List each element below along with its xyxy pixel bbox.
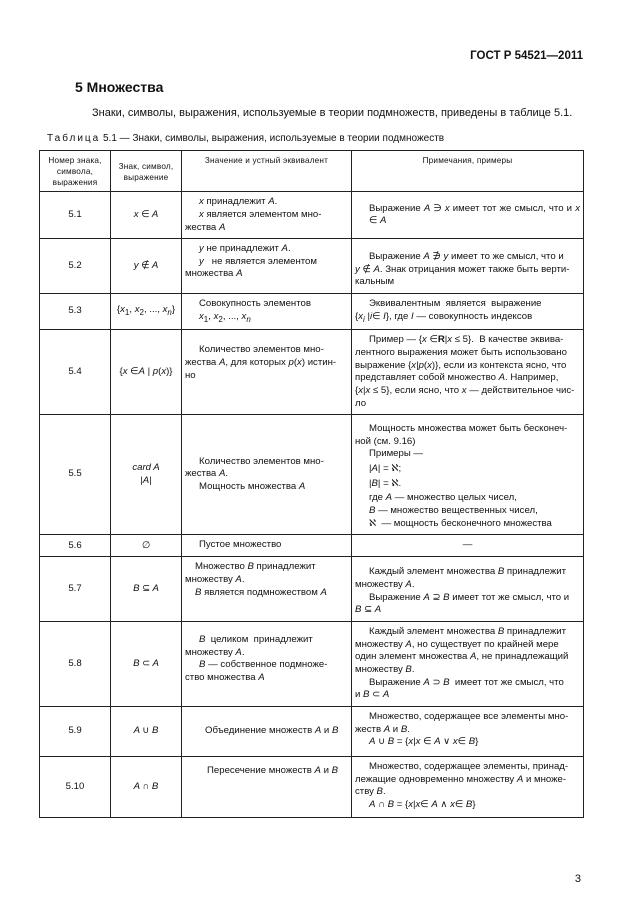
table-row: [40, 622, 584, 707]
table-row: [40, 192, 584, 239]
row-number: 5.2: [40, 239, 111, 294]
section-title: 5 Множества: [75, 79, 164, 95]
row-number: 5.3: [40, 294, 111, 330]
row-meaning: Множество B принадлежит множеству A. B является подмножеством A: [182, 557, 352, 622]
row-meaning: Объединение множеств A и B: [182, 706, 352, 756]
table-row: [40, 294, 584, 330]
header-sign: Знак, символ, выражение: [111, 151, 182, 192]
row-sign: [111, 415, 182, 535]
row-notes: Пример — {x ∈R|x ≤ 5}. В качестве эквива- лентного выражения может быть использовано выражение {x|p(x)}, если из контекста ясно, что представляет собой множество A. Например, {x|x ≤ 5}, если ясно, что x — действительное чис- ло: [352, 330, 584, 415]
row-sign: A ∩ B: [111, 756, 182, 817]
row-notes: Каждый элемент множества B принадлежит множеству A. Выражение A ⊇ B имеет тот же смысл, что и B ⊆ A: [352, 557, 584, 622]
header-notes: Примечания, примеры: [352, 151, 584, 192]
header-number: Номер знака, символа, выражения: [40, 151, 111, 192]
row-notes: Множество, содержащее все элементы мно- жеств A и B. A ∪ B = {x|x ∈ A ∨ x∈ B}: [352, 706, 584, 756]
caption-label: Таблица: [47, 133, 101, 144]
row-notes: Каждый элемент множества B принадлежит множеству A, но существует по крайней мере один элемент множества A, не принадлежащий множеству B. Выражение A ⊃ B имеет тот же смысл, что и B ⊂ A: [352, 622, 584, 707]
row-notes: Мощность множества может быть бесконеч- ной (см. 9.16) Примеры — |A| = ℵ; |B| = ℵ. где A — множество целых чисел, B — множество вещественных чисел, ℵ — мощность бесконечного множества: [352, 415, 584, 535]
row-sign: A ∪ B: [111, 706, 182, 756]
row-sign: ∅: [111, 535, 182, 557]
document-header: ГОСТ Р 54521—2011: [470, 50, 583, 62]
row-sign: x ∈ A: [111, 192, 182, 239]
symbols-table: [39, 150, 584, 818]
row-notes: Эквивалентным является выражение {$x_i$ |i∈ I}, где I — совокупность индексов: [352, 294, 584, 330]
row-number: 5.10: [40, 756, 111, 817]
row-number: 5.8: [40, 622, 111, 707]
row-sign: y ∉ A: [111, 239, 182, 294]
table-caption: [47, 133, 444, 144]
row-sign: {$x_1$, $x_2$, ..., $x_n$}: [111, 294, 182, 330]
row-meaning: B целиком принадлежит множеству A. B — собственное подмноже- ство множества A: [182, 622, 352, 707]
caption-text: 5.1 — Знаки, символы, выражения, используемые в теории подмножеств: [100, 133, 445, 144]
row-number: 5.6: [40, 535, 111, 557]
row-sign: {x ∈A | p(x)}: [111, 330, 182, 415]
row-notes: Множество, содержащее элементы, принад- лежащие одновременно множеству A и множе- ству B. A ∩ B = {x|x∈ A ∧ x∈ B}: [352, 756, 584, 817]
table-row: [40, 756, 584, 817]
table-row: [40, 706, 584, 756]
row-sign-line: card A: [132, 462, 160, 474]
row-meaning: Количество элементов мно- жества A. Мощность множества A: [182, 415, 352, 535]
row-meaning: x принадлежит A. x является элементом мно- жества A: [182, 192, 352, 239]
table-row: [40, 330, 584, 415]
row-number: 5.5: [40, 415, 111, 535]
row-number: 5.4: [40, 330, 111, 415]
row-meaning: Количество элементов мно- жества A, для которых p(x) истин- но: [182, 330, 352, 415]
table-row: [40, 239, 584, 294]
row-sign: B ⊆ A: [111, 557, 182, 622]
row-number: 5.7: [40, 557, 111, 622]
table-row: [40, 557, 584, 622]
intro-paragraph: Знаки, символы, выражения, используемые в теории подмножеств, приведены в таблице 5.1.: [92, 107, 573, 119]
row-sign-line: |A|: [140, 474, 152, 486]
table-row: [40, 415, 584, 535]
row-notes: Выражение A ∋ x имеет тот же смысл, что и x ∈ A: [352, 192, 584, 239]
row-number: 5.9: [40, 706, 111, 756]
row-number: 5.1: [40, 192, 111, 239]
page-number: 3: [574, 873, 581, 885]
table-row: [40, 535, 584, 557]
row-meaning: Совокупность элементов $x_1$, $x_2$, ..., $x_n$: [182, 294, 352, 330]
row-sign: B ⊂ A: [111, 622, 182, 707]
row-notes: Выражение A ∌ y имеет то же смысл, что и y ∉ A. Знак отрицания может также быть верти- кальным: [352, 239, 584, 294]
row-notes: —: [352, 535, 584, 557]
table-header-row: [40, 151, 584, 192]
row-meaning: Пересечение множеств A и B: [182, 756, 352, 817]
header-meaning: Значение и устный эквивалент: [182, 151, 352, 192]
row-meaning: Пустое множество: [182, 535, 352, 557]
row-meaning: y не принадлежит A. y не является элементом множества A: [182, 239, 352, 294]
